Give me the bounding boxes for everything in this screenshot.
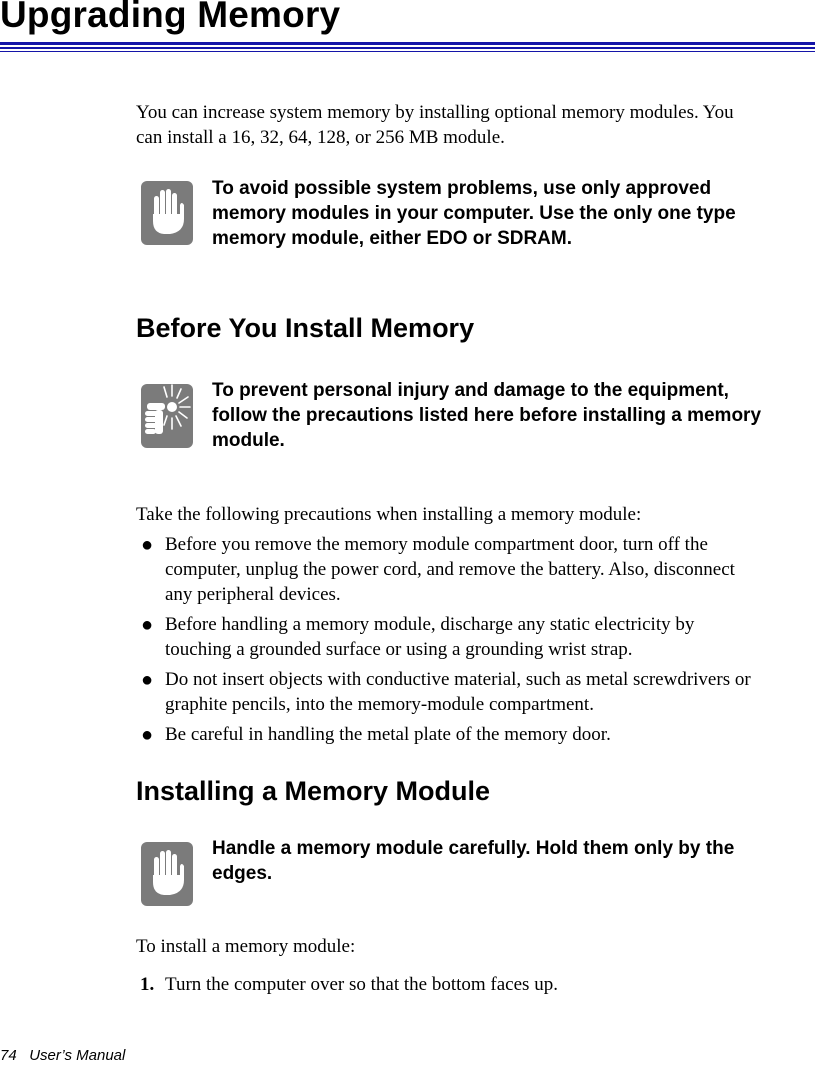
bullet-icon: ● [141,614,154,636]
caution-line: Handle a memory module carefully. Hold them only by the [212,838,735,859]
warning-line: To prevent personal injury and damage to the equipment, [212,380,729,401]
list-item [136,532,815,607]
warning-line: module. [212,430,285,451]
caution-line: memory modules in your computer. Use the only one type [212,203,736,224]
caution-text [212,176,812,251]
list-item-line: any peripheral devices. [165,584,341,605]
caution-line: edges. [212,863,273,884]
electric-shock-warning-icon [141,384,193,448]
intro-line: can install a 16, 32, 64, 128, or 256 MB module. [136,127,505,148]
step-text: Turn the computer over so that the bottom faces up. [165,974,558,995]
caution-line: memory module, either EDO or SDRAM. [212,228,573,249]
title-rule [0,47,815,49]
list-item [136,667,815,717]
step-item [136,972,558,997]
intro-line: You can increase system memory by installing optional memory modules. You [136,102,734,123]
stop-hand-icon [141,842,193,906]
precautions-list [136,532,815,752]
bullet-icon: ● [141,724,154,746]
precautions-lead: Take the following precautions when installing a memory module: [136,504,642,525]
intro-paragraph [136,100,734,150]
caution-text [212,836,812,886]
list-item-line: touching a grounded surface or using a grounding wrist strap. [165,639,633,660]
list-item-line: Before handling a memory module, discharge any static electricity by [165,614,695,635]
list-item-line: Before you remove the memory module compartment door, turn off the [165,534,708,555]
page-number: 74 [0,1047,17,1064]
install-lead: To install a memory module: [136,936,356,957]
bullet-icon: ● [141,669,154,691]
caution-line: To avoid possible system problems, use only approved [212,178,712,199]
title-rule [0,42,815,45]
bullet-icon: ● [141,534,154,556]
list-item [136,722,815,747]
warning-line: follow the precautions listed here before installing a memory [212,405,762,426]
list-item-line: Do not insert objects with conductive material, such as metal screwdrivers or [165,669,751,690]
list-item-line: Be careful in handling the metal plate of the memory door. [165,724,611,745]
step-number: 1. [140,974,155,995]
manual-title: User’s Manual [29,1047,126,1064]
list-item-line: computer, unplug the power cord, and remove the battery. Also, disconnect [165,559,735,580]
page-title: Upgrading Memory [0,0,341,35]
section-heading: Installing a Memory Module [136,776,491,806]
section-heading: Before You Install Memory [136,313,475,343]
warning-text [212,378,812,453]
stop-hand-icon [141,181,193,245]
title-rule [0,51,815,52]
page-footer [0,1047,125,1064]
list-item [136,612,815,662]
list-item-line: graphite pencils, into the memory-module compartment. [165,694,594,715]
